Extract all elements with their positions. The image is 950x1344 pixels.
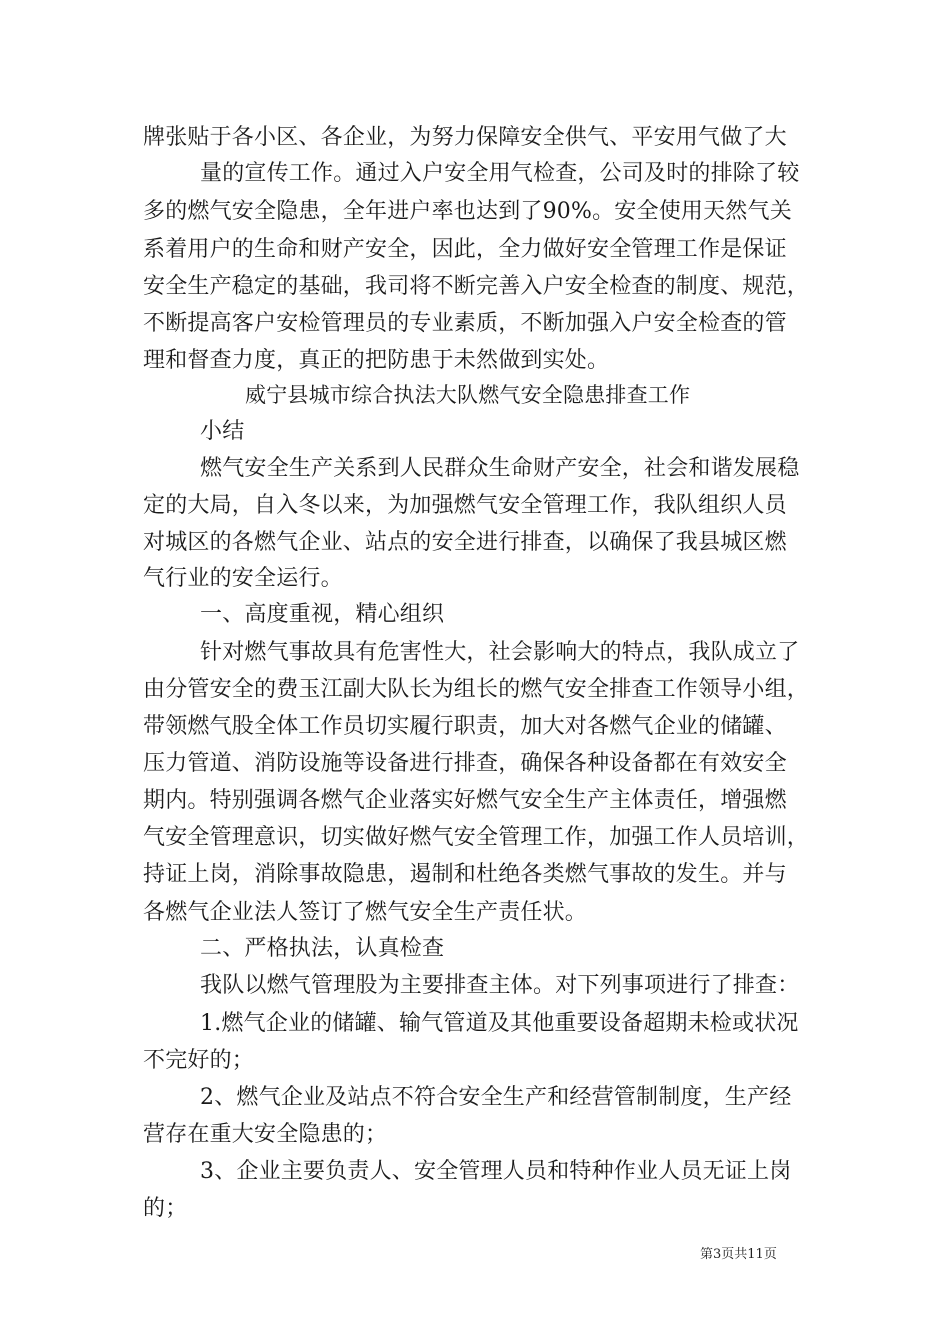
body-line: 压力管道、消防设施等设备进行排查，确保各种设备都在有效安全 — [143, 751, 787, 776]
body-line: 定的大局，自入冬以来，为加强燃气安全管理工作，我队组织人员 — [143, 493, 787, 518]
body-line: 气安全管理意识，切实做好燃气安全管理工作，加强工作人员培训， — [143, 825, 810, 850]
page-number: 第3页共11页 — [700, 1247, 777, 1262]
list-item-continuation: 不完好的； — [143, 1048, 255, 1073]
body-line: 针对燃气事故具有危害性大，社会影响大的特点，我队成立了 — [200, 640, 800, 665]
body-line: 由分管安全的费玉江副大队长为组长的燃气安全排查工作领导小组， — [143, 677, 810, 702]
list-item: 3、企业主要负责人、安全管理人员和特种作业人员无证上岗 — [200, 1159, 792, 1184]
body-line: 持证上岗，消除事故隐患，遏制和杜绝各类燃气事故的发生。并与 — [143, 862, 787, 887]
body-line: 系着用户的生命和财产安全，因此，全力做好安全管理工作是保证 — [143, 237, 787, 262]
list-item-continuation: 的； — [143, 1196, 188, 1221]
body-line: 牌张贴于各小区、各企业，为努力保障安全供气、平安用气做了大 — [143, 125, 787, 150]
body-line: 多的燃气安全隐患，全年进户率也达到了90%。安全使用天然气关 — [143, 199, 792, 224]
body-line: 不断提高客户安检管理员的专业素质，不断加强入户安全检查的管 — [143, 311, 787, 336]
section-title: 威宁县城市综合执法大队燃气安全隐患排查工作 — [245, 383, 691, 407]
body-line: 燃气安全生产关系到人民群众生命财产安全，社会和谐发展稳 — [200, 456, 800, 481]
body-line: 安全生产稳定的基础，我司将不断完善入户安全检查的制度、规范， — [143, 274, 810, 299]
section-title-continuation: 小结 — [200, 419, 245, 444]
list-item: 1.燃气企业的储罐、输气管道及其他重要设备超期未检或状况 — [200, 1011, 799, 1036]
section-heading: 二、严格执法，认真检查 — [200, 936, 445, 961]
body-line: 气行业的安全运行。 — [143, 566, 343, 591]
list-item-continuation: 营存在重大安全隐患的； — [143, 1122, 388, 1147]
body-line: 我队以燃气管理股为主要排查主体。对下列事项进行了排查： — [200, 973, 800, 998]
body-line: 期内。特别强调各燃气企业落实好燃气安全生产主体责任，增强燃 — [143, 788, 787, 813]
body-line: 量的宣传工作。通过入户安全用气检查，公司及时的排除了较 — [200, 161, 800, 186]
body-line: 理和督查力度，真正的把防患于未然做到实处。 — [143, 348, 610, 373]
body-line: 对城区的各燃气企业、站点的安全进行排查，以确保了我县城区燃 — [143, 530, 787, 555]
body-line: 带领燃气股全体工作员切实履行职责，加大对各燃气企业的储罐、 — [143, 714, 787, 739]
section-heading: 一、高度重视，精心组织 — [200, 602, 445, 627]
list-item: 2、燃气企业及站点不符合安全生产和经营管制制度，生产经 — [200, 1085, 792, 1110]
body-line: 各燃气企业法人签订了燃气安全生产责任状。 — [143, 900, 588, 925]
